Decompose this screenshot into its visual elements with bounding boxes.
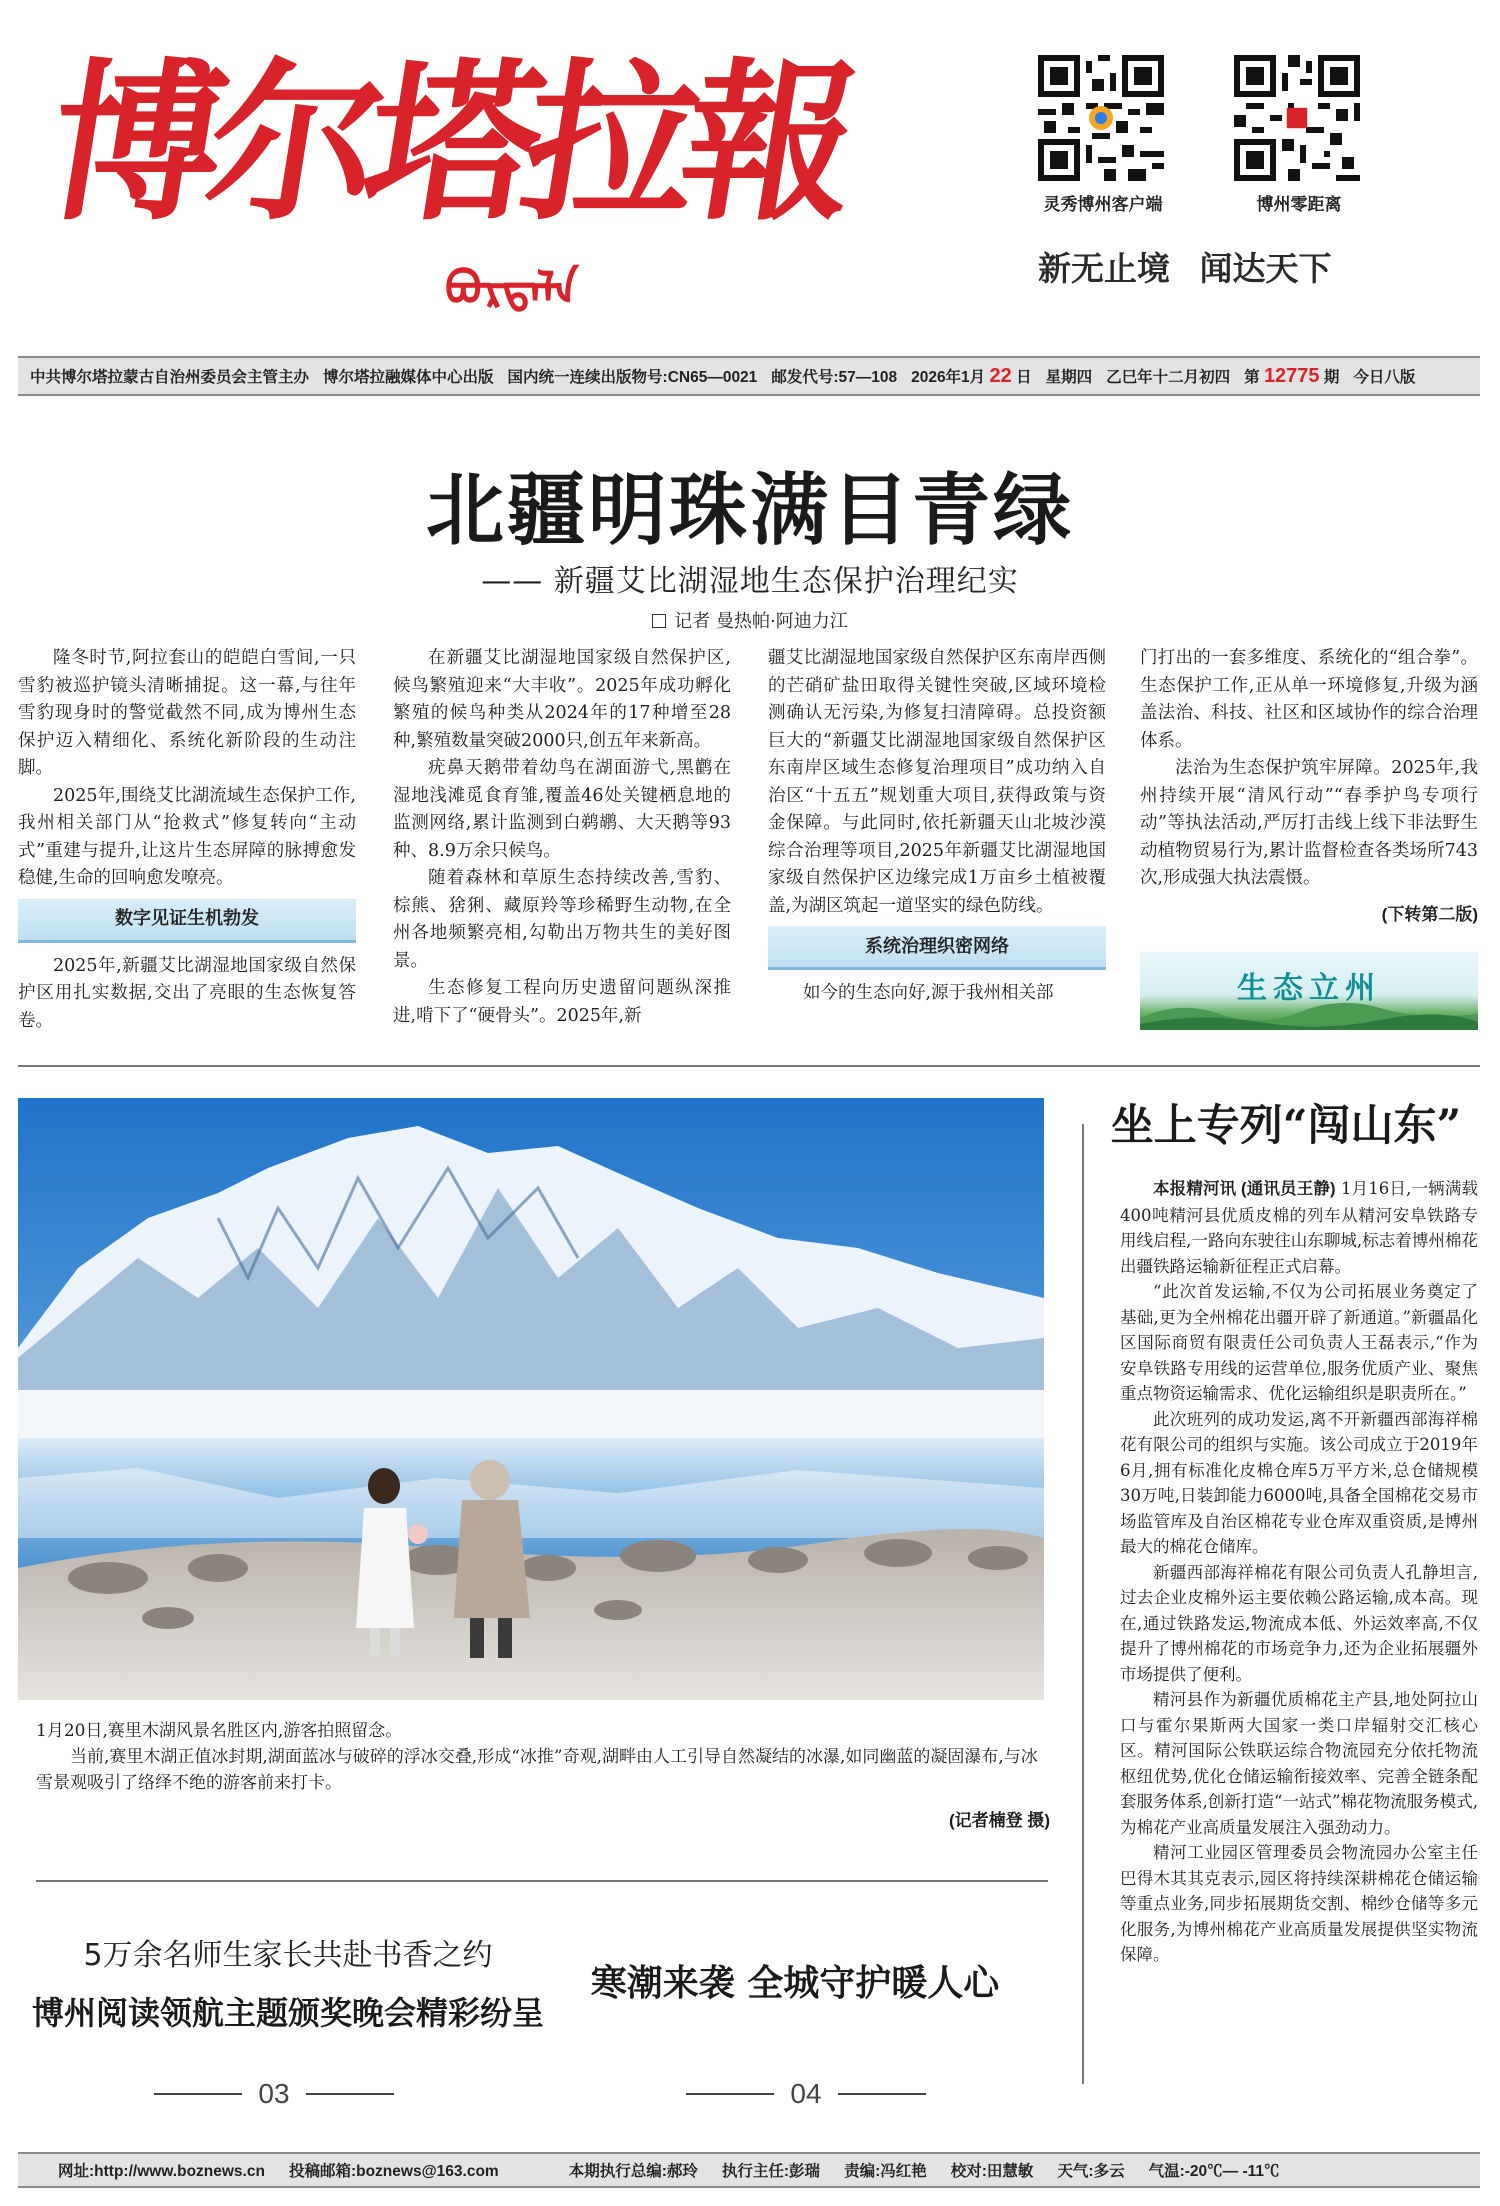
masthead-title: 博尔塔拉報 xyxy=(36,41,859,244)
paragraph xyxy=(1120,1176,1478,1279)
paragraph: 精河县作为新疆优质棉花主产县,地处阿拉山口与霍尔果斯两大国家一类口岸辐射交汇核心区。精河国际公铁联运综合物流园充分依托物流枢纽优势,优化仓储运输衔接效率、完善全链条配套服务体系,创新打造“一站式”棉花物流服务模式,为棉花产业高质量发展注入强劲动力。 xyxy=(1120,1690,1478,1837)
caption-line-1: 1月20日,赛里木湖风景名胜区内,游客拍照留念。 xyxy=(36,1721,403,1741)
issue-number xyxy=(1244,365,1339,388)
footer-bar xyxy=(18,2152,1480,2188)
article-column-2 xyxy=(393,645,731,1030)
lead-byline xyxy=(0,607,1500,633)
continued-note: (下转第二版) xyxy=(1381,904,1478,924)
footer-website[interactable]: 网址:http://www.boznews.cn xyxy=(58,2163,265,2180)
paragraph: 在新疆艾比湖湿地国家级自然保护区,候鸟繁殖迎来“大丰收”。2025年成功孵化繁殖的候鸟种类从2024年的17种增至28种,繁殖数量突破2000只,创五年来新高。 xyxy=(393,648,731,751)
paragraph: 精河工业园区管理委员会物流园办公室主任巴得木其其克表示,园区将持续深耕棉花仓储运输等重点业务,同步拓展期货交割、棉纱仓储等多元化服务,为博州棉花产业高质量发展提供坚实物流保障。 xyxy=(1120,1843,1478,1964)
photo-credit: (记者楠登 摄) xyxy=(948,1811,1050,1830)
footer-director: 执行主任:彭瑞 xyxy=(721,2163,821,2180)
cn-number: 国内统一连续出版物号:CN65—0021 xyxy=(507,369,758,386)
paragraph: 门打出的一套多维度、系统化的“组合拳”。生态保护工作,正从单一环境修复,升级为涵盖法治、科技、社区和区域协作的综合治理体系。 xyxy=(1140,648,1478,751)
paragraph-text: 1月16日,一辆满载400吨精河县优质皮棉的列车从精河安阜铁路专用线启程,一路向东驶往山东聊城,标志着博州棉花出疆铁路运输新征程正式启幕。 xyxy=(1120,1179,1478,1276)
lake-photo[interactable] xyxy=(18,1098,1044,1700)
section-heading-system: 系统治理织密网络 xyxy=(768,926,1106,970)
edition-info-bar xyxy=(18,356,1480,396)
paragraph: 2025年,新疆艾比湖湿地国家级自然保护区用扎实数据,交出了亮眼的生态恢复答卷。 xyxy=(18,955,356,1031)
paragraph: 疆艾比湖湿地国家级自然保护区东南岸西侧的芒硝矿盐田取得关键性突破,区域环境检测确认无污染,为修复扫清障碍。总投资额巨大的“新疆艾比湖湿地国家级自然保护区东南岸区域生态修复治理项目”成功纳入自治区“十五五”规划重大项目,获得政策与资金保障。与此同时,依托新疆天山北坡沙漠综合治理等项目,2025年新疆艾比湖湿地国家级自然保护区边缘完成1万亩乡土植被覆盖,为湖区筑起一道坚实的绿色防线。 xyxy=(768,648,1106,916)
paragraph: 随着森林和草原生态持续改善,雪豹、棕熊、猞猁、藏原羚等珍稀野生动物,在全州各地频繁亮相,勾勒出万物共生的美好图景。 xyxy=(393,868,731,971)
page-ref-line xyxy=(838,2093,926,2095)
eco-banner-label: 生态立州 xyxy=(1237,971,1381,1006)
issue-prefix: 第 xyxy=(1244,368,1260,386)
paragraph: “此次首发运输,不仅为公司拓展业务奠定了基础,更为全州棉花出疆开辟了新通道。”新疆晶化区国际商贸有限责任公司负责人王磊表示,“作为安阜铁路专用线的运营单位,服务优质产业、聚焦重点物资运输需求、优化运输组织是职责所在。” xyxy=(1120,1282,1478,1403)
article-column-4 xyxy=(1140,645,1478,928)
footer-proofreader: 校对:田慧敏 xyxy=(950,2163,1034,2180)
article-column-1 xyxy=(18,645,356,1035)
footer-editor: 责编:冯红艳 xyxy=(844,2163,927,2180)
byline-text: 记者 曼热帕·阿迪力江 xyxy=(674,611,848,632)
footer-email[interactable]: 投稿邮箱:boznews@163.com xyxy=(288,2163,499,2180)
paragraph: 2025年,围绕艾比湖流域生态保护工作,我州相关部门从“抢救式”修复转向“主动式”重建与提升,让这片生态屏障的脉搏愈发稳健,生命的回响愈发嘹亮。 xyxy=(18,785,356,888)
paragraph: 如今的生态向好,源于我州相关部 xyxy=(803,983,1054,1003)
masthead-slogan: 新无止境 闻达天下 xyxy=(1038,249,1332,288)
paragraph: 隆冬时节,阿拉套山的皑皑白雪间,一只雪豹被巡护镜头清晰捕捉。这一幕,与往年雪豹现身时的警觉截然不同,成为博州生态保护迈入精细化、系统化新阶段的生动注脚。 xyxy=(18,648,356,778)
page-ref-line xyxy=(686,2093,774,2095)
paragraph: 新疆西部海祥棉花有限公司负责人孔静坦言,过去企业皮棉外运主要依赖公路运输,成本高。现在,通过铁路发运,物流成本低、外运效率高,不仅提升了博州棉花的市场竞争力,还为企业拓展疆外市场提供了便利。 xyxy=(1120,1562,1478,1684)
eco-banner xyxy=(1140,952,1478,1030)
vertical-divider xyxy=(1082,1124,1084,2084)
paragraph: 此次班列的成功发运,离不开新疆西部海祥棉花有限公司的组织与实施。该公司成立于2019年6月,拥有标准化皮棉仓库5万平方米,总仓储规模30万吨,日装卸能力6000吨,具备全国棉花交易市场监管库及自治区棉花专业仓库双重资质,是博州最大的棉花仓储库。 xyxy=(1120,1409,1478,1556)
date-prefix: 2026年1月 xyxy=(911,368,986,386)
publisher: 博尔塔拉融媒体中心出版 xyxy=(323,369,494,386)
qr-block-wechat xyxy=(1234,55,1364,215)
footer-weather: 天气:多云 xyxy=(1057,2163,1125,2180)
qr-block-client xyxy=(1038,55,1168,215)
page-ref-number: 03 xyxy=(258,2078,290,2109)
issue-no: 12775 xyxy=(1263,364,1320,387)
qr-code-icon[interactable] xyxy=(1038,55,1164,181)
page-ref-number: 04 xyxy=(790,2078,822,2109)
issue-suffix: 期 xyxy=(1323,368,1340,386)
qr-code-icon[interactable] xyxy=(1234,55,1360,181)
footer-temperature: 气温:-20℃— -11℃ xyxy=(1148,2163,1280,2180)
date-suffix: 日 xyxy=(1016,368,1032,386)
side-story-body xyxy=(1120,1176,1478,1968)
divider xyxy=(18,1065,1480,1067)
weekday: 星期四 xyxy=(1045,369,1093,386)
caption-line-2: 当前,赛里木湖正值冰封期,湖面蓝冰与破碎的浮冰交叠,形成“冰推”奇观,湖畔由人工引导自然凝结的冰瀑,如同幽蓝的凝固瀑布,与冰雪景观吸引了络绎不绝的游客前来打卡。 xyxy=(36,1747,1038,1793)
teaser-reading-kicker[interactable]: 5万余名师生家长共赴书香之约 xyxy=(83,1938,493,1973)
paragraph: 生态修复工程向历史遗留问题纵深推进,啃下了“硬骨头”。2025年,新 xyxy=(393,978,731,1026)
postal-code: 邮发代号:57—108 xyxy=(771,369,898,386)
lunar-date: 乙巳年十二月初四 xyxy=(1106,369,1231,386)
dateline: 本报精河讯 (通讯员王静) xyxy=(1153,1180,1336,1198)
lead-subhead: —— 新疆艾比湖湿地生态保护治理纪实 xyxy=(481,564,1019,599)
teaser-reading-title[interactable]: 博州阅读领航主题颁奖晚会精彩纷呈 xyxy=(31,1994,544,2032)
page-ref-03[interactable] xyxy=(124,2076,424,2112)
teaser-cold-wave-title[interactable]: 寒潮来袭 全城守护暖人心 xyxy=(590,1962,1000,2004)
divider xyxy=(36,1880,1048,1882)
lead-headline: 北疆明珠满目青绿 xyxy=(425,465,1074,556)
issue-date xyxy=(911,365,1032,388)
paragraph: 疣鼻天鹅带着幼鸟在湖面游弋,黑鹳在湿地浅滩觅食育雏,覆盖46处关键栖息地的监测网络,累计监测到白鹈鹕、大天鹅等93种、8.9万余只候鸟。 xyxy=(393,758,731,861)
page-ref-line xyxy=(154,2093,242,2095)
host-organization: 中共博尔塔拉蒙古自治州委员会主管主办 xyxy=(30,369,310,386)
byline-box-icon xyxy=(652,614,666,628)
masthead-mongolian-script: ᠪᠣᠷᠲᠠᠯᠠ xyxy=(445,261,579,315)
page-count: 今日八版 xyxy=(1353,369,1416,386)
section-heading-digital: 数字见证生机勃发 xyxy=(18,899,356,943)
qr-label-wechat: 博州零距离 xyxy=(1256,195,1342,214)
page-ref-line xyxy=(306,2093,394,2095)
photo-caption xyxy=(36,1718,1048,1796)
paragraph: 法治为生态保护筑牢屏障。2025年,我州持续开展“清风行动”“春季护鸟专项行动”等执法活动,严厉打击线上线下非法野生动植物贸易行为,累计监督检查各类场所743次,形成强大执法震慑。 xyxy=(1140,758,1478,888)
footer-chief-editor: 本期执行总编:郝玲 xyxy=(568,2163,698,2180)
article-column-3 xyxy=(768,645,1106,1008)
sayram-lake-image xyxy=(18,1098,1044,1700)
page-ref-04[interactable] xyxy=(656,2076,956,2112)
qr-label-client: 灵秀博州客户端 xyxy=(1043,195,1163,214)
side-story-title: 坐上专列“闯山东” xyxy=(1110,1101,1462,1151)
date-day: 22 xyxy=(989,364,1012,387)
